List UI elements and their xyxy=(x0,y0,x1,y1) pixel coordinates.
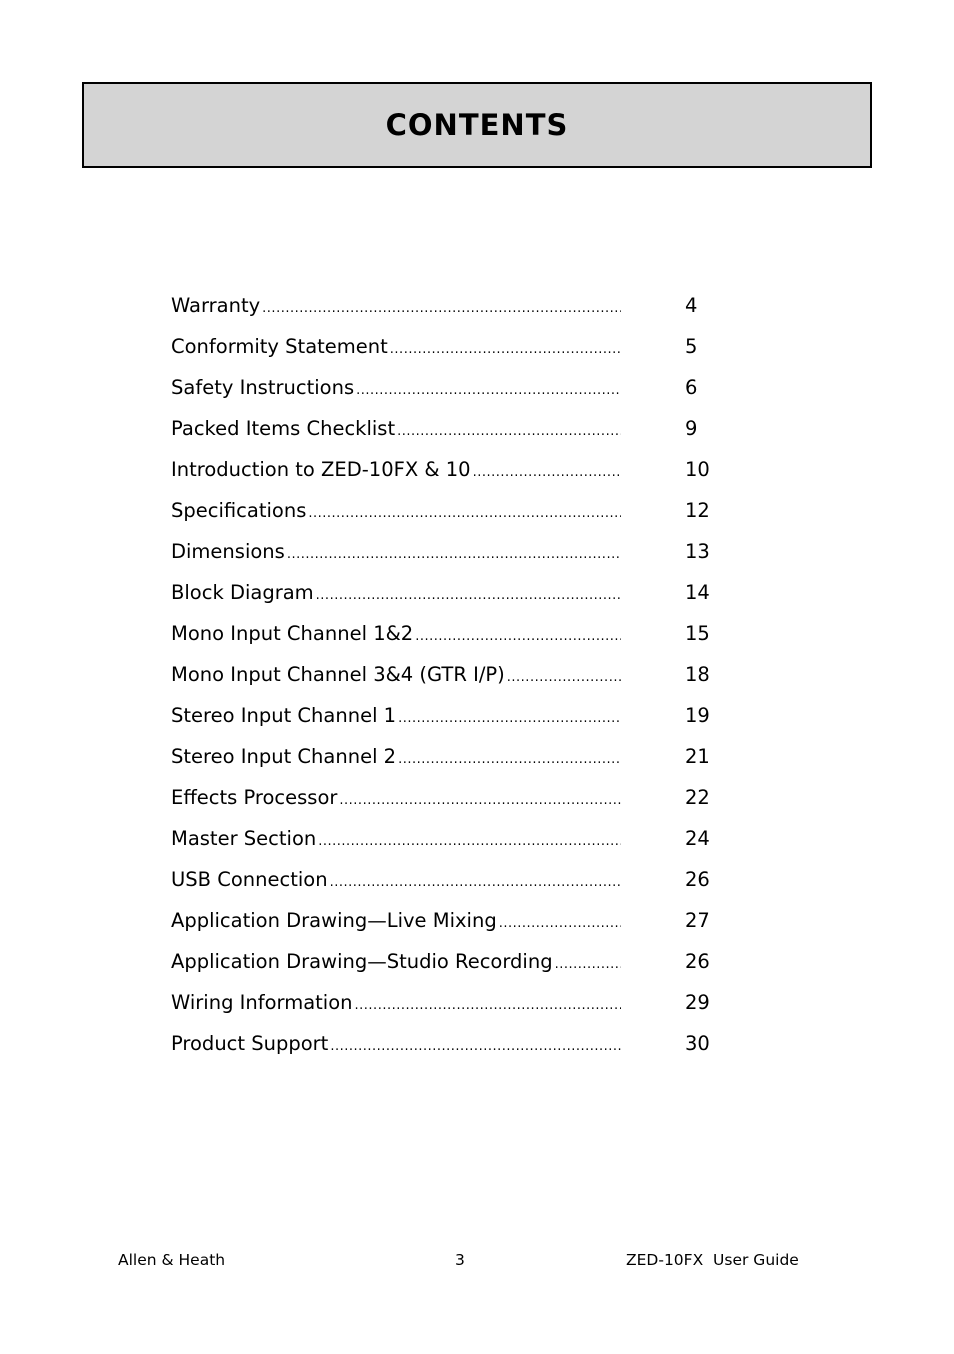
toc-entry-label: Master Section xyxy=(171,827,317,850)
toc-entry-label: USB Connection xyxy=(171,868,328,891)
toc-dot-leader xyxy=(355,998,621,1013)
toc-entry-page: 12 xyxy=(685,499,710,522)
toc-entry xyxy=(171,285,731,326)
toc-dot-leader xyxy=(398,752,621,767)
toc-entry xyxy=(171,367,731,408)
toc-entry-page: 24 xyxy=(685,827,710,850)
toc-entry-text xyxy=(171,622,621,645)
toc-entry-label: Warranty xyxy=(171,294,261,317)
toc-dot-leader xyxy=(262,301,621,316)
toc-entry-page: 21 xyxy=(685,745,710,768)
toc-entry xyxy=(171,818,731,859)
toc-entry xyxy=(171,695,731,736)
toc-entry-text xyxy=(171,950,621,973)
toc-entry-page: 13 xyxy=(685,540,710,563)
toc-entry-label: Dimensions xyxy=(171,540,285,563)
toc-entry-page: 27 xyxy=(685,909,710,932)
page-title: CONTENTS xyxy=(385,108,569,142)
toc-dot-leader xyxy=(499,916,621,931)
toc-entry-page: 10 xyxy=(685,458,710,481)
toc-entry-page: 5 xyxy=(685,335,698,358)
toc-entry-text xyxy=(171,294,621,317)
toc-entry-text xyxy=(171,376,621,399)
toc-entry xyxy=(171,859,731,900)
toc-entry-text xyxy=(171,499,621,522)
toc-entry xyxy=(171,613,731,654)
toc-dot-leader xyxy=(330,1039,621,1054)
toc-dot-leader xyxy=(308,506,621,521)
toc-entry-label: Specifications xyxy=(171,499,307,522)
toc-entry-label: Packed Items Checklist xyxy=(171,417,396,440)
toc-entry-text xyxy=(171,909,621,932)
toc-dot-leader xyxy=(473,465,621,480)
toc-entry-page: 26 xyxy=(685,868,710,891)
toc-entry-label: Stereo Input Channel 1 xyxy=(171,704,397,727)
toc-entry-page: 9 xyxy=(685,417,698,440)
toc-entry-text xyxy=(171,1032,621,1055)
toc-entry xyxy=(171,572,731,613)
toc-dot-leader xyxy=(555,957,621,972)
toc-dot-leader xyxy=(507,670,621,685)
toc-entry xyxy=(171,326,731,367)
toc-entry-label: Introduction to ZED-10FX & 10 xyxy=(171,458,471,481)
footer-page-number: 3 xyxy=(455,1251,465,1269)
toc-entry xyxy=(171,982,731,1023)
toc-entry-text xyxy=(171,663,621,686)
toc-entry-label: Block Diagram xyxy=(171,581,314,604)
toc-entry-text xyxy=(171,417,621,440)
toc-entry-page: 6 xyxy=(685,376,698,399)
toc-entry-page: 14 xyxy=(685,581,710,604)
toc-entry-label: Product Support xyxy=(171,1032,329,1055)
toc-entry-text xyxy=(171,786,621,809)
toc-entry-page: 22 xyxy=(685,786,710,809)
toc-entry-page: 19 xyxy=(685,704,710,727)
toc-entry-page: 4 xyxy=(685,294,698,317)
toc-entry-text xyxy=(171,335,621,358)
toc-entry-label: Stereo Input Channel 2 xyxy=(171,745,397,768)
page-footer xyxy=(0,1251,954,1273)
toc-dot-leader xyxy=(318,834,621,849)
toc-entry xyxy=(171,490,731,531)
toc-entry xyxy=(171,736,731,777)
toc-entry-label: Mono Input Channel 3&4 (GTR I/P) xyxy=(171,663,505,686)
toc-entry xyxy=(171,531,731,572)
toc-entry-text xyxy=(171,991,621,1014)
toc-dot-leader xyxy=(356,383,621,398)
toc-dot-leader xyxy=(397,424,621,439)
toc-entry-label: Application Drawing—Live Mixing xyxy=(171,909,497,932)
toc-dot-leader xyxy=(339,793,621,808)
title-box xyxy=(82,82,872,168)
toc-entry-text xyxy=(171,827,621,850)
toc-entry xyxy=(171,1023,731,1064)
toc-dot-leader xyxy=(287,547,621,562)
toc-entry-text xyxy=(171,745,621,768)
toc-entry-text xyxy=(171,540,621,563)
toc-entry xyxy=(171,777,731,818)
toc-entry-label: Effects Processor xyxy=(171,786,338,809)
toc-dot-leader xyxy=(316,588,621,603)
toc-entry xyxy=(171,654,731,695)
toc-entry-text xyxy=(171,581,621,604)
footer-publisher: Allen & Heath xyxy=(118,1251,226,1269)
toc-entry-page: 15 xyxy=(685,622,710,645)
toc-entry-label: Conformity Statement xyxy=(171,335,388,358)
toc-entry xyxy=(171,941,731,982)
toc-entry-text xyxy=(171,868,621,891)
table-of-contents xyxy=(171,285,731,1064)
toc-dot-leader xyxy=(390,342,621,357)
toc-dot-leader xyxy=(398,711,621,726)
toc-entry-text xyxy=(171,458,621,481)
footer-document-title: ZED-10FX User Guide xyxy=(626,1251,799,1269)
toc-entry xyxy=(171,449,731,490)
toc-entry-label: Mono Input Channel 1&2 xyxy=(171,622,414,645)
toc-entry-page: 18 xyxy=(685,663,710,686)
toc-entry-label: Safety Instructions xyxy=(171,376,355,399)
toc-entry-page: 29 xyxy=(685,991,710,1014)
toc-entry xyxy=(171,900,731,941)
toc-entry-label: Wiring Information xyxy=(171,991,353,1014)
toc-dot-leader xyxy=(415,629,621,644)
toc-entry-label: Application Drawing—Studio Recording xyxy=(171,950,553,973)
toc-dot-leader xyxy=(330,875,621,890)
toc-entry xyxy=(171,408,731,449)
toc-entry-page: 26 xyxy=(685,950,710,973)
toc-entry-page: 30 xyxy=(685,1032,710,1055)
toc-entry-text xyxy=(171,704,621,727)
